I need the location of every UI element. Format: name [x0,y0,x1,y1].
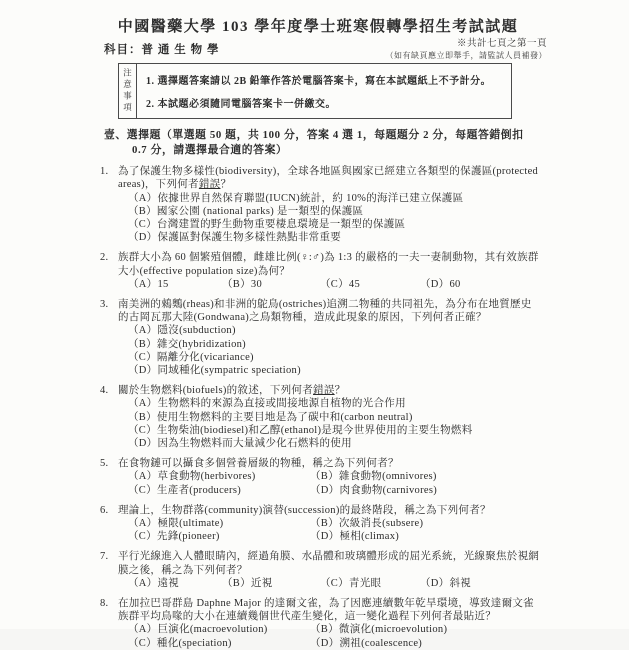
option-c: （C）青光眼 [320,577,382,589]
notice-item: 1. 選擇題答案請以 2B 鉛筆作答於電腦答案卡，寫在本試題紙上不予計分。 [146,76,492,88]
stem-text: 在食物鏈可以攝食多個營養層級的物種，稱之為下列何者？ [118,458,399,470]
notice-box [118,63,512,119]
options [118,623,541,649]
stem-text: 族群大小為 60 個繁殖個體，雌雄比例(♀:♂)為 1:3 的嚴格的一夫一妻制動物，其有效族群大小(effective population size)為何？ [118,252,539,277]
option-b: （B）30 [222,278,263,290]
option-a: （A）依據世界自然保育聯盟(IUCN)統計，約 10%的海洋已建立保護區 [128,192,464,204]
question-number: 7. [100,551,109,563]
question-stem [118,251,541,277]
question-stem [118,504,541,517]
option-d: （D）保護區對保護生物多樣性熱點非常重要 [128,232,342,244]
stem-text: 在加拉巴哥群島 Daphne Major 的達爾文雀，為了因應連續數年乾旱環境，導致達爾文雀族群平均鳥喙的大小在連續幾個世代產生變化，這一變化過程下列何者最貼近？ [118,598,534,623]
notice-items [137,64,499,118]
question-3 [100,298,541,377]
question-6 [100,504,541,544]
question-5 [100,457,541,497]
notice-label: 注意事項 [119,64,137,118]
missing-page-note: （如有缺頁應立即舉手，請監試人員補發） [385,50,547,60]
question-number: 8. [100,598,109,609]
option-c: （C）台灣建置的野生動物重要棲息環境是一類型的保護區 [128,218,406,230]
question-4 [100,384,541,450]
stem-underlined: 錯誤 [313,385,335,397]
question-number: 1. [100,166,109,178]
option-a: （A）巨演化(macroevolution) [128,624,268,636]
option-c: （C）45 [320,278,361,290]
page-count-note: ※共計七頁之第一頁 [456,39,547,49]
stem-text: 關於生物燃料(biofuels)的敘述，下列何者 [118,385,314,397]
stem-underlined: 錯誤 [198,179,221,191]
option-c: （C）生產者(producers) [128,484,241,496]
question-number: 5. [100,458,109,470]
question-number: 6. [100,504,109,516]
question-number: 3. [100,298,109,310]
option-b: （B）雜食動物(omnivores) [310,471,437,483]
options [118,517,541,543]
exam-title: 中國醫藥大學 103 學年度學士班寒假轉學招生考試試題 [117,19,519,35]
options [118,470,541,496]
question-7 [100,550,541,590]
option-b: （B）微演化(microevolution) [310,624,448,636]
option-b: （B）使用生物燃料的主要目地是為了碳中和(carbon neutral) [128,411,413,423]
option-c: （C）先鋒(pioneer) [128,531,220,543]
question-stem [118,457,541,470]
header-row [95,39,547,60]
question-number: 2. [100,252,109,264]
option-c: （C）種化(speciation) [128,637,232,649]
option-a: （A）15 [128,278,169,290]
stem-text: ？ [334,385,346,397]
question-number: 4. [100,385,109,397]
option-d: （D）肉食動物(carnivores) [310,484,438,496]
option-d: （D）60 [420,278,461,290]
stem-text: 理論上，生物群落(community)演替(succession)的最終階段，稱之為下列何者？ [118,504,491,516]
options [118,192,541,245]
options [118,577,541,590]
option-a: （A）草食動物(herbivores) [128,471,256,483]
option-c: （C）隔離分化(vicariance) [128,351,254,363]
option-b: （B）近視 [222,577,273,589]
question-stem [118,165,541,191]
section-heading: 壹、選擇題（單選題 50 題，共 100 分，答案 4 選 1，每題題分 2 分，每題答錯倒扣 0.7 分，請選擇最合適的答案） [104,129,524,157]
option-d: （D）同域種化(sympatric speciation) [128,364,301,376]
question-2 [100,251,541,291]
option-c: （C）生物柴油(biodiesel)和乙醇(ethanol)是現今世界使用的主要生物燃料 [128,424,473,436]
option-a: （A）隱沒(subduction) [128,325,236,337]
options [118,324,541,377]
option-a: （A）遠視 [128,577,180,589]
option-a: （A）生物燃料的來源為直接或間接地源自植物的光合作用 [128,398,406,410]
option-d: （D）極相(climax) [310,531,400,543]
stem-text: 為了保護生物多樣性(biodiversity)，全球各地區與國家已經建立各類型的保護區(protected areas)，下列何者 [118,166,539,191]
options [118,397,541,450]
stem-text: 平行光線進入人體眼睛內，經過角膜、水晶體和玻璃體形成的屈光系統，光線聚焦於視網膜之後，稱之為下列何者？ [118,551,540,576]
subject-line: 科目：普 通 生 物 學 [104,44,220,56]
question-stem [118,384,541,397]
notice-item: 2. 本試題必須隨同電腦答案卡一併繳交。 [146,99,336,111]
option-d: （D）斜視 [420,577,472,589]
option-a: （A）極限(ultimate) [128,517,224,529]
stem-text: 南美洲的鶆䴈(rheas)和非洲的鴕鳥(ostriches)追溯二物種的共同祖先，為分布在地質歷史的古岡瓦那大陸(Gondwana)之鳥類物種，造成此現象的原因，下列何者正確？ [118,298,532,324]
header-notes [386,39,548,60]
question-stem [118,550,541,576]
stem-text: ？ [220,179,232,191]
option-b: （B）國家公園 (national parks) 是一類型的保護區 [128,205,364,217]
option-d: （D）因為生物燃料而大量減少化石燃料的使用 [128,437,352,449]
option-d: （D）溯祖(coalescence) [310,637,423,649]
question-1 [100,165,541,244]
question-stem [118,298,541,324]
question-8 [100,597,541,650]
option-b: （B）次級消長(subsere) [310,517,424,529]
option-b: （B）雜交(hybridization) [128,338,246,350]
question-stem [118,597,541,623]
options [118,278,541,291]
